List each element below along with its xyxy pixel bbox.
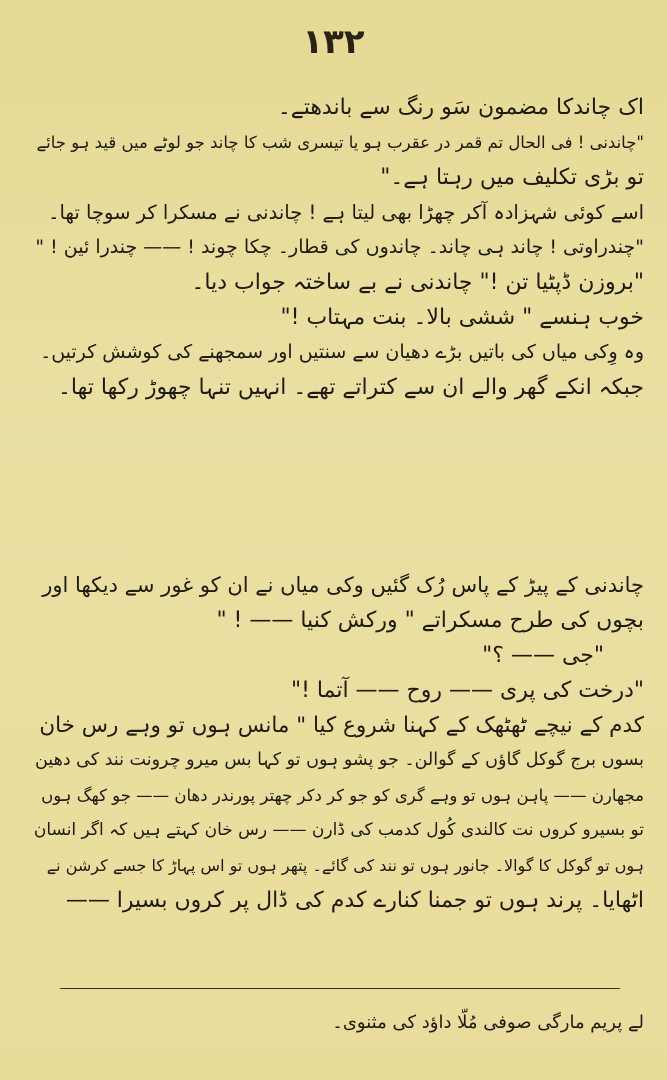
text-line: تو بڑی تکلیف میں رہتا ہے۔" bbox=[380, 165, 644, 190]
text-line: تو بسیرو کروں نت کالندی کُول کدمب کی ڈارن —— رس خان کہتے ہیں کہ اگر انسان bbox=[33, 820, 644, 840]
text-line: بچوں کی طرح مسکراتے " ورکش کنیا —— ! " bbox=[216, 608, 644, 633]
text-line: "درخت کی پری —— روح —— آتما !" bbox=[290, 678, 644, 703]
footnote-divider bbox=[60, 988, 620, 989]
text-line: خوب ہنسے " ششی بالا۔ بنت مہتاب !" bbox=[280, 305, 644, 330]
footnote: لے پریم مارگی صوفی مُلّا داؤد کی مثنوی۔ bbox=[332, 1012, 644, 1033]
text-line: کدم کے نیچے ٹھٹھک کے کہنا شروع کیا " مانس ہوں تو وہے رس خان bbox=[39, 713, 644, 738]
paragraph-2 bbox=[34, 568, 644, 918]
text-line: اک چاندکا مضمون سَو رنگ سے باندھتے۔ bbox=[277, 95, 644, 120]
text-line: "جی —— ؟" bbox=[482, 643, 604, 668]
text-line: بسوں برج گوکل گاؤں کے گوالن۔ جو پشو ہوں تو کہا بس میرو چرونت نند کی دھین bbox=[34, 750, 644, 770]
text-line: اٹھایا۔ پرند ہوں تو جمنا کنارے کدم کی ڈال پر کروں بسیرا —— bbox=[65, 888, 644, 913]
text-line: "چندراوتی ! چاند ہی چاند۔ چاندوں کی قطار۔ چکا چوند ! —— چندرا ئین ! " bbox=[35, 236, 644, 258]
page-number: ۱۳۲ bbox=[302, 22, 365, 62]
text-line: "بروزن ڈپٹیا تن !" چاندنی نے بے ساختہ جواب دیا۔ bbox=[191, 270, 644, 295]
paragraph-1 bbox=[34, 90, 644, 405]
text-line: ہوں تو گوکل کا گوالا۔ جانور ہوں تو نند کی گائے۔ پتھر ہوں تو اس پہاڑ کا جسے کرشن نے bbox=[46, 856, 644, 875]
text-line: "چاندنی ! فی الحال تم قمر در عقرب ہو یا تیسری شب کا چاند جو لوٹے میں قید ہو جائے bbox=[36, 133, 644, 152]
text-line: وہ وِکی میاں کی باتیں بڑے دھیان سے سنتیں اور سمجھنے کی کوشش کرتیں۔ bbox=[40, 341, 644, 363]
text-line: چاندنی کے پیڑ کے پاس رُک گئیں وکی میاں نے ان کو غور سے دیکھا اور bbox=[42, 573, 644, 597]
text-line: اسے کوئی شہزادہ آکر چھڑا بھی لیتا ہے ! چاندنی نے مسکرا کر سوچا تھا۔ bbox=[48, 201, 644, 224]
text-line: جبکہ انکے گھر والے ان سے کتراتے تھے۔ انہیں تنہا چھوڑ رکھا تھا۔ bbox=[58, 375, 644, 400]
text-line: مجھارن —— پاہن ہوں تو وہے گری کو جو کر دکر چھتر پورندر دھان —— جو کھگ ہوں bbox=[41, 786, 644, 805]
